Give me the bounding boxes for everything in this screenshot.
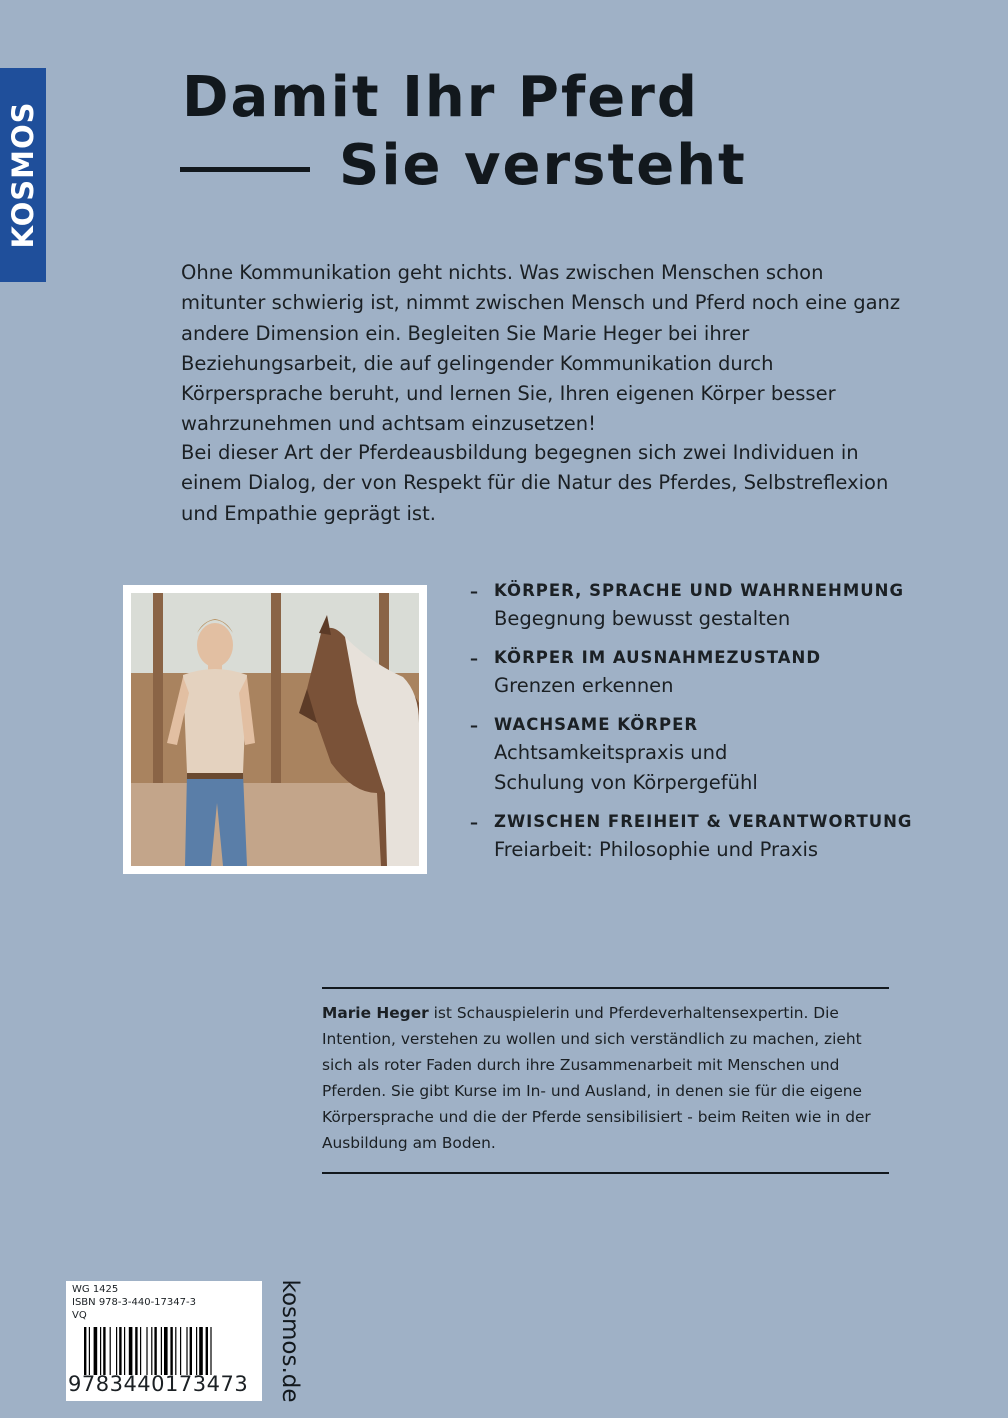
- feature-heading: WACHSAME KÖRPER: [494, 715, 699, 734]
- website-url[interactable]: kosmos.de: [277, 1279, 303, 1403]
- author-name: Marie Heger: [322, 1004, 429, 1022]
- feature-dash: –: [470, 582, 478, 601]
- author-bio: [322, 1000, 889, 1156]
- author-bio-text: ist Schauspielerin und Pferdeverhaltensexpertin. Die Intention, verstehen zu wollen und sich verständlich zu machen, zieht sich als roter Faden durch ihre Zusammenarbeit mit Menschen und Pferden. Sie gibt Kurse im In- und Ausland, in denen sie für die eigene Körpersprache und die der Pferde sensibilisiert - beim Reiten wie in der Ausbildung am Boden.: [322, 1004, 871, 1152]
- feature-heading: KÖRPER, SPRACHE UND WAHRNEHMUNG: [494, 581, 905, 600]
- feature-heading: ZWISCHEN FREIHEIT & VERANTWORTUNG: [494, 812, 913, 831]
- author-with-horse-photo: [131, 593, 419, 866]
- brand-logo-text: KOSMOS: [6, 101, 40, 249]
- warengruppe-label: WG 1425: [72, 1284, 119, 1295]
- feature-text: Freiarbeit: Philosophie und Praxis: [494, 838, 819, 861]
- feature-text: Grenzen erkennen: [494, 674, 674, 697]
- barcode-box: [66, 1281, 262, 1401]
- feature-text: Begegnung bewusst gestalten: [494, 607, 791, 630]
- intro-paragraph-1: Ohne Kommunikation geht nichts. Was zwischen Menschen schon mitunter schwierig ist, nimmt zwischen Mensch und Pferd noch eine ganz andere Dimension ein. Begleiten Sie Marie Heger bei ihrer Beziehungsarbeit, die auf gelingender Kommunikation durch Körpersprache beruht, und lernen Sie, Ihren eigenen Körper besser wahrzunehmen und achtsam einzusetzen!: [181, 261, 901, 436]
- feature-dash: –: [470, 813, 478, 832]
- feature-list: [470, 580, 913, 878]
- code-label: VQ: [72, 1310, 87, 1321]
- bio-bottom-rule: [322, 1172, 889, 1174]
- feature-item: [470, 811, 913, 865]
- feature-item: [470, 714, 900, 798]
- bio-top-rule: [322, 987, 889, 989]
- title-line-2: Sie versteht: [339, 133, 747, 198]
- isbn-label: ISBN 978-3-440-17347-3: [72, 1297, 196, 1308]
- author-photo-frame: [123, 585, 427, 874]
- feature-dash: –: [470, 716, 478, 735]
- brand-logo-tab: [0, 68, 46, 282]
- barcode-icon: [84, 1327, 252, 1375]
- feature-item: [470, 647, 900, 701]
- feature-heading: KÖRPER IM AUSNAHMEZUSTAND: [494, 648, 822, 667]
- intro-paragraph-2: Bei dieser Art der Pferdeausbildung begegnen sich zwei Individuen in einem Dialog, der von Respekt für die Natur des Pferdes, Selbstreflexion und Empathie geprägt ist.: [181, 441, 889, 525]
- feature-dash: –: [470, 649, 478, 668]
- title-rule: [180, 167, 310, 172]
- barcode-number: 9783440173473: [68, 1372, 249, 1396]
- title-line-1: Damit Ihr Pferd: [182, 65, 699, 130]
- feature-text: Achtsamkeitspraxis und Schulung von Körpergefühl: [494, 741, 758, 794]
- feature-item: [470, 580, 905, 634]
